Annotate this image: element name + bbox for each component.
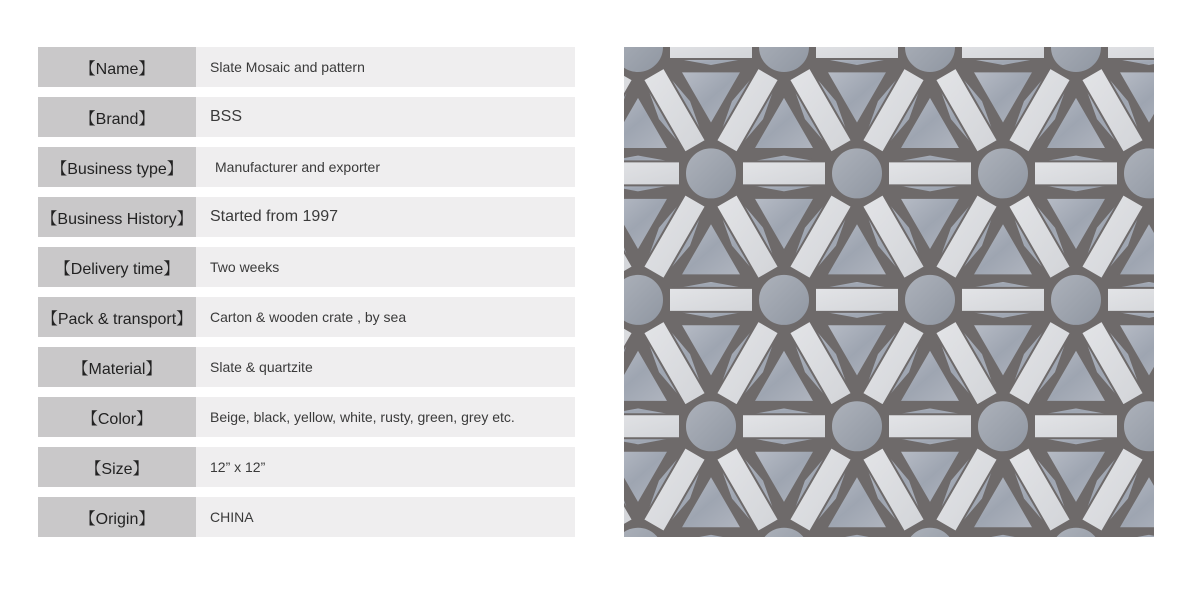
spec-label-material: 【Material】 [38,347,196,387]
spec-value-delivery-time: Two weeks [196,247,575,287]
spec-row-origin [38,497,575,537]
circle-tile [831,147,883,199]
spec-value-business-history: Started from 1997 [196,197,575,237]
circle-tile [1050,274,1102,326]
circle-tile [758,274,810,326]
circle-tile [685,147,737,199]
spec-value-material: Slate & quartzite [196,347,575,387]
spec-row-name [38,47,575,87]
spec-label-business-type: 【Business type】 [38,147,196,187]
spec-row-pack-transport [38,297,575,337]
spec-table [38,47,575,547]
bar-tile [624,161,680,185]
bar-tile [624,414,680,438]
spec-row-size [38,447,575,487]
bar-tile [961,47,1045,59]
bar-tile [1034,414,1118,438]
spec-row-business-history [38,197,575,237]
spec-label-delivery-time: 【Delivery time】 [38,247,196,287]
spec-value-name: Slate Mosaic and pattern [196,47,575,87]
spec-label-color: 【Color】 [38,397,196,437]
mosaic-pattern-image [624,47,1154,537]
circle-tile [831,400,883,452]
bar-tile [669,288,753,312]
bar-tile [888,414,972,438]
spec-value-brand: BSS [196,97,575,137]
bar-tile [961,288,1045,312]
spec-label-size: 【Size】 [38,447,196,487]
spec-label-origin: 【Origin】 [38,497,196,537]
spec-label-pack-transport: 【Pack & transport】 [38,297,196,337]
spec-row-delivery-time [38,247,575,287]
bar-tile [1034,161,1118,185]
mosaic-product-photo [624,47,1154,537]
spec-row-brand [38,97,575,137]
bar-tile [742,161,826,185]
spec-value-size: 12” x 12” [196,447,575,487]
spec-value-business-type: Manufacturer and exporter [196,147,575,187]
bar-tile [1107,47,1154,59]
bar-tile [1107,288,1154,312]
spec-label-brand: 【Brand】 [38,97,196,137]
spec-label-name: 【Name】 [38,47,196,87]
circle-tile [685,400,737,452]
bar-tile [669,47,753,59]
spec-value-color: Beige, black, yellow, white, rusty, green, grey etc. [196,397,575,437]
spec-value-pack-transport: Carton & wooden crate , by sea [196,297,575,337]
spec-row-material [38,347,575,387]
bar-tile [815,47,899,59]
circle-tile [904,274,956,326]
circle-tile [977,400,1029,452]
circle-tile [977,147,1029,199]
spec-row-business-type [38,147,575,187]
spec-row-color [38,397,575,437]
spec-value-origin: CHINA [196,497,575,537]
bar-tile [742,414,826,438]
bar-tile [815,288,899,312]
spec-label-business-history: 【Business History】 [38,197,196,237]
bar-tile [888,161,972,185]
